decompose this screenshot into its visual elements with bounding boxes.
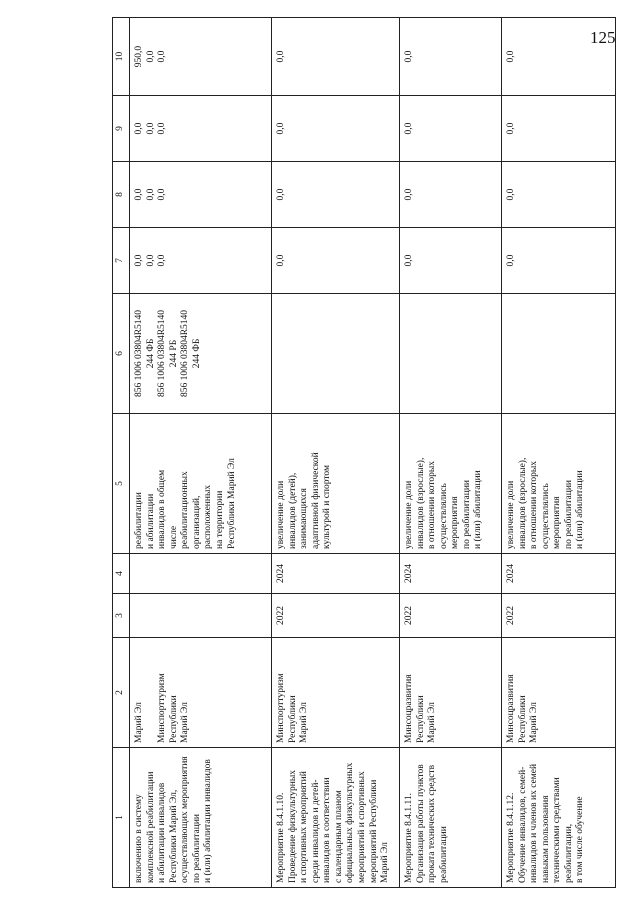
cell-text-line: по реабилитации — [461, 480, 472, 549]
column-number-2: 2 — [113, 638, 130, 748]
cell-text-line: Обучение инвалидов, семей- — [517, 766, 528, 883]
cell-text-line: Мероприятие 8.4.1.11. — [404, 792, 414, 883]
column-number-7: 7 — [113, 228, 130, 294]
cell-text-line: Мероприятие 8.4.1.12. — [506, 792, 516, 883]
start-year-cell — [130, 594, 272, 638]
funding-col10-cell — [400, 18, 502, 96]
cell-text-line: увеличение доли — [506, 480, 516, 549]
cell-text-line: адаптивной физической — [310, 452, 321, 549]
funding-col7-cell — [400, 228, 502, 294]
cell-text-line: инвалидов (взрослые), — [415, 457, 426, 549]
cell-text-line: в том числе обучение — [575, 796, 586, 883]
cell-text-line: расположенных — [203, 484, 214, 549]
cell-text-line: 0,0 — [404, 254, 414, 267]
cell-text-line: Республики — [415, 695, 426, 743]
budget-code-cell — [272, 294, 400, 414]
cell-text-line: и абилитации инвалидов — [157, 782, 168, 883]
cell-text-line: организаций, — [191, 495, 202, 549]
cell-text-line: и (или) абилитации инвалидов — [203, 759, 214, 883]
responsible-executor-cell — [272, 638, 400, 748]
column-number-8: 8 — [113, 162, 130, 228]
rotated-page-content — [112, 18, 639, 888]
program-activities-table — [112, 17, 616, 888]
expected-result-cell — [130, 414, 272, 554]
cell-text-line: 856 1006 03804R5140 — [180, 309, 191, 398]
cell-text-line: Мероприятие 8.4.1.10. — [276, 792, 286, 883]
activity-description-cell — [400, 748, 502, 888]
cell-text-line: 0,0 — [276, 188, 286, 201]
cell-text-line: с календарным планом — [333, 790, 344, 883]
cell-text-line: Минсоцразвития — [404, 674, 414, 743]
cell-text-line: и спортивных мероприятий — [299, 771, 310, 883]
column-number-6: 6 — [113, 294, 130, 414]
cell-text-line: осуществляющих мероприятия — [180, 756, 191, 883]
funding-col9-cell — [400, 96, 502, 162]
cell-text-line: 0,0 — [276, 254, 286, 267]
table-row — [400, 18, 502, 888]
cell-text-line: 0,0 — [506, 188, 516, 201]
cell-text-line: Республики — [168, 695, 179, 743]
table-row — [502, 18, 616, 888]
funding-col9-cell — [130, 96, 272, 162]
cell-text-line: комплексной реабилитации — [145, 771, 156, 883]
cell-text-line — [146, 642, 158, 743]
cell-text-line: Проведение физкультурных — [287, 770, 298, 883]
cell-text-line: реабилитационных — [180, 471, 191, 549]
cell-text-line: мероприятия — [552, 496, 563, 549]
funding-col10-cell — [272, 18, 400, 96]
cell-text-line: 0,0 — [134, 188, 144, 201]
activity-description-cell — [502, 748, 616, 888]
cell-text-line: 856 1006 03804R5140 — [157, 309, 168, 398]
cell-text-line: 856 1006 03804R5140 — [134, 309, 144, 398]
cell-text-line: реабилитации, — [563, 823, 574, 883]
cell-text-line: инвалидов в соответствии — [322, 777, 333, 883]
cell-text-line: увеличение доли — [404, 480, 414, 549]
cell-text-line: мероприятий Республики — [368, 779, 379, 883]
cell-text-line: включению в систему — [134, 794, 144, 883]
cell-text-line: 0,0 — [404, 50, 414, 63]
funding-col7-cell — [272, 228, 400, 294]
cell-text-line: 0,0 — [404, 122, 414, 135]
cell-text-line: осуществлялись — [540, 483, 551, 549]
cell-text-line: среди инвалидов и детей- — [310, 779, 321, 883]
end-year-cell — [130, 554, 272, 594]
end-year-cell: 2024 — [502, 554, 616, 594]
cell-text-line: Минсоцразвития — [506, 674, 516, 743]
cell-text-line: 0,0 — [145, 122, 156, 135]
cell-text-line: 0,0 — [157, 50, 168, 63]
cell-text-line: культурой и спортом — [322, 464, 333, 549]
cell-text-line: 0,0 — [157, 254, 168, 267]
column-number-1: 1 — [113, 748, 130, 888]
cell-text-line: увеличение доли — [276, 480, 286, 549]
cell-text-line: в отношении которых — [427, 460, 438, 549]
cell-text-line: осуществлялись — [438, 483, 449, 549]
cell-text-line: 244 РБ — [168, 339, 179, 368]
responsible-executor-cell — [502, 638, 616, 748]
funding-col10-cell — [502, 18, 616, 96]
funding-col8-cell — [272, 162, 400, 228]
column-number-5: 5 — [113, 414, 130, 554]
cell-text-line: инвалидов и членов их семей — [529, 763, 540, 883]
cell-text-line: Марий Эл — [427, 702, 438, 743]
cell-text-line: Республики Марий Эл — [226, 458, 237, 549]
start-year-cell: 2022 — [400, 594, 502, 638]
cell-text-line: техническими средствами — [552, 777, 563, 883]
cell-text-line: 0,0 — [404, 188, 414, 201]
funding-col8-cell — [400, 162, 502, 228]
cell-text-line: и абилитации — [145, 493, 156, 549]
cell-text-line: реабилитации — [438, 826, 449, 883]
cell-text-line: навыкам пользования — [540, 795, 551, 883]
cell-text-line: на территории — [215, 490, 226, 549]
funding-col8-cell — [130, 162, 272, 228]
cell-text-line: Марий Эл — [380, 842, 391, 883]
funding-col8-cell — [502, 162, 616, 228]
start-year-cell: 2022 — [272, 594, 400, 638]
cell-text-line: в отношении которых — [529, 460, 540, 549]
cell-text-line: инвалидов в общем — [157, 469, 168, 549]
cell-text-line: 0,0 — [134, 254, 144, 267]
table-row — [272, 18, 400, 888]
cell-text-line: 0,0 — [276, 50, 286, 63]
cell-text-line: Марий Эл — [180, 702, 191, 743]
cell-text-line: и (или) абилитации — [473, 470, 484, 549]
cell-text-line: 0,0 — [276, 122, 286, 135]
expected-result-cell — [272, 414, 400, 554]
cell-text-line: Марий Эл — [134, 702, 144, 743]
table-row — [130, 18, 272, 888]
cell-text-line: 0,0 — [134, 122, 144, 135]
expected-result-cell — [400, 414, 502, 554]
page-number: 125 — [590, 28, 616, 47]
cell-text-line: 0,0 — [145, 188, 156, 201]
cell-text-line: 244 ФБ — [145, 338, 156, 369]
cell-text-line: Минспорттуризм — [276, 673, 286, 743]
activity-description-cell — [130, 748, 272, 888]
cell-text-line: занимающихся — [299, 488, 310, 549]
column-number-4: 4 — [113, 554, 130, 594]
cell-text-line: 0,0 — [145, 254, 156, 267]
table-header-row — [113, 18, 130, 888]
column-number-9: 9 — [113, 96, 130, 162]
funding-col10-cell — [130, 18, 272, 96]
cell-text-line: Марий Эл — [529, 702, 540, 743]
activity-description-cell — [272, 748, 400, 888]
cell-text-line: 0,0 — [506, 50, 516, 63]
cell-text-line: Организация работы пунктов — [415, 764, 426, 883]
cell-text-line: 0,0 — [506, 254, 516, 267]
funding-col7-cell — [502, 228, 616, 294]
expected-result-cell — [502, 414, 616, 554]
column-number-3: 3 — [113, 594, 130, 638]
cell-text-line: 0,0 — [157, 188, 168, 201]
budget-code-cell — [400, 294, 502, 414]
responsible-executor-cell — [130, 638, 272, 748]
cell-text-line: 0,0 — [145, 50, 156, 63]
end-year-cell: 2024 — [272, 554, 400, 594]
cell-text-line: Минспорттуризм — [157, 673, 168, 743]
cell-text-line: реабилитации — [134, 492, 144, 549]
cell-text-line: проката технических средств — [427, 764, 438, 883]
end-year-cell: 2024 — [400, 554, 502, 594]
cell-text-line: мероприятия — [450, 496, 461, 549]
start-year-cell: 2022 — [502, 594, 616, 638]
cell-text-line: Республики — [517, 695, 528, 743]
cell-text-line: 950,0 — [134, 45, 144, 68]
cell-text-line: Республики — [287, 695, 298, 743]
cell-text-line: по реабилитации — [563, 480, 574, 549]
cell-text-line: 244 ФБ — [191, 338, 202, 369]
funding-col7-cell — [130, 228, 272, 294]
cell-text-line: Республики Марий Эл, — [168, 789, 179, 883]
cell-text-line: и (или) абилитации — [575, 470, 586, 549]
cell-text-line: 0,0 — [506, 122, 516, 135]
column-number-10: 10 — [113, 18, 130, 96]
cell-text-line: 0,0 — [157, 122, 168, 135]
funding-col9-cell — [502, 96, 616, 162]
budget-code-cell — [502, 294, 616, 414]
budget-code-cell — [130, 294, 272, 414]
cell-text-line: официальных физкультурных — [345, 762, 356, 883]
cell-text-line: инвалидов (детей), — [287, 472, 298, 549]
cell-text-line: числе — [168, 525, 179, 549]
cell-text-line: инвалидов (взрослые), — [517, 457, 528, 549]
cell-text-line: мероприятий и спортивных — [357, 771, 368, 883]
cell-text-line: Марий Эл — [299, 702, 310, 743]
cell-text-line: по реабилитации — [191, 814, 202, 883]
responsible-executor-cell — [400, 638, 502, 748]
funding-col9-cell — [272, 96, 400, 162]
